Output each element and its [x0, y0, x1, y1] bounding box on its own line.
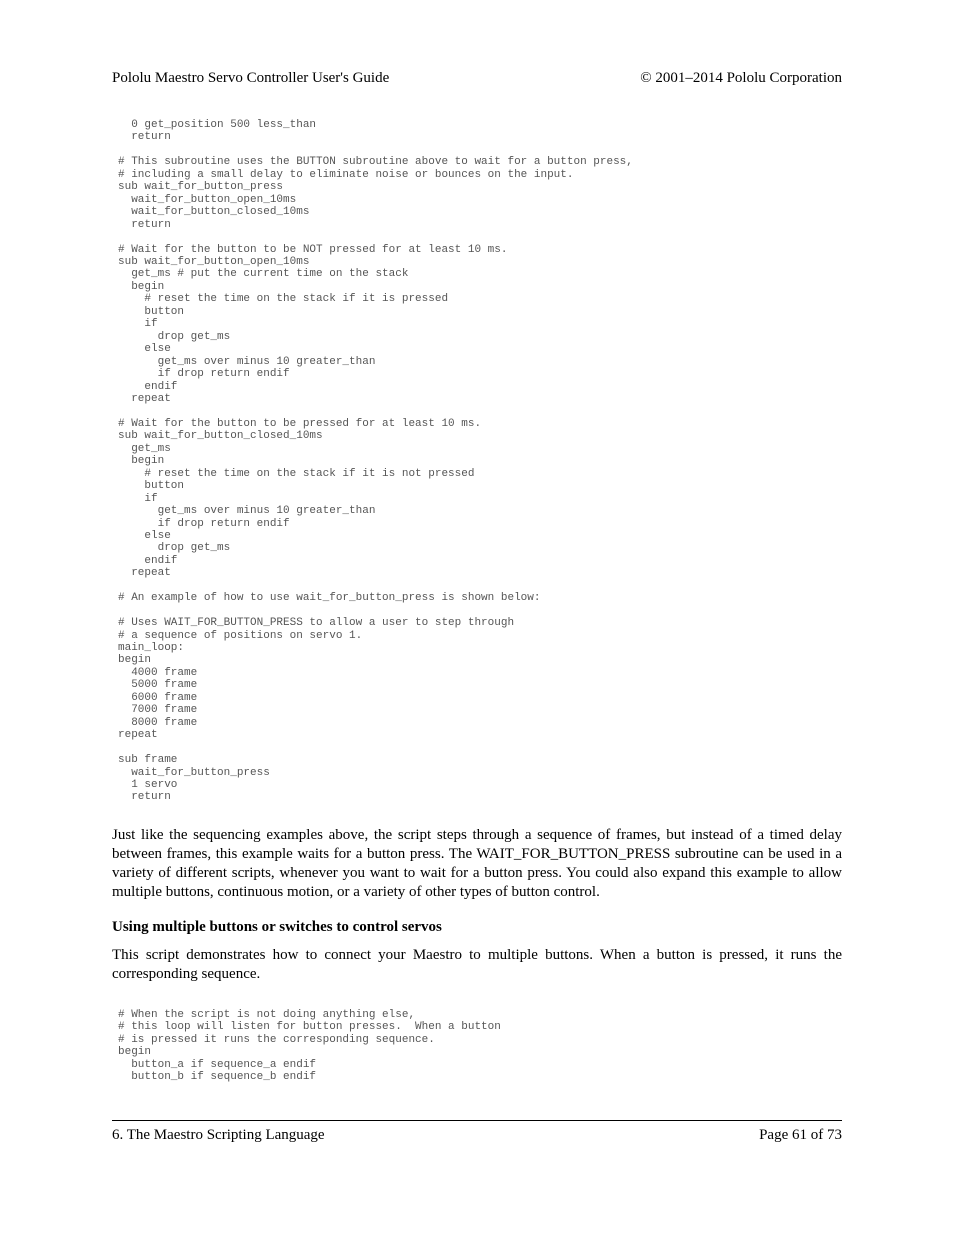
page-footer: [112, 1127, 842, 1147]
page-header: [112, 70, 842, 90]
document-title: Pololu Maestro Servo Controller User's Guide: [112, 70, 390, 86]
chapter-title: 6. The Maestro Scripting Language: [112, 1127, 325, 1143]
footer-divider: [112, 1120, 842, 1121]
code-block: 0 get_position 500 less_than return # This subroutine uses the BUTTON subroutine above to wait for a button press, # including a small delay to eliminate noise or bounces on the input. sub wait_for_button_press wait_for_button_open_10ms wait_for_button_closed_10ms return # Wait for the button to be NOT pressed for at least 10 ms. sub wait_for_button_open_10ms get_ms # put the current time on the stack begin # reset the time on the stack if it is pressed button if drop get_ms else get_ms over minus 10 greater_than if drop return endif endif repeat # Wait for the button to be pressed for at least 10 ms. sub wait_for_button_closed_10ms get_ms begin # reset the time on the stack if it is not pressed button if get_ms over minus 10 greater_than if drop return endif else drop get_ms endif repeat # An example of how to use wait_for_button_press is shown below: # Uses WAIT_FOR_BUTTON_PRESS to allow a user to step through # a sequence of positions on servo 1. main_loop: begin 4000 frame 5000 frame 6000 frame 7000 frame 8000 frame repeat sub frame wait_for_button_press 1 servo return: [118, 119, 633, 804]
section-heading: Using multiple buttons or switches to control servos: [112, 919, 442, 935]
body-paragraph: Just like the sequencing examples above, the script steps through a sequence of frames, but instead of a timed delay between frames, this example waits for a button press. The WAIT_FOR_BUTTON_PRESS subroutine can be used in a variety of different scripts, whenever you want to wait for a button press. You could also expand this example to allow multiple buttons, continuous motion, or a variety of other types of button control.: [112, 827, 842, 900]
page-number: Page 61 of 73: [759, 1127, 842, 1143]
code-block: # When the script is not doing anything else, # this loop will listen for button presses. When a button # is pressed it runs the corresponding sequence. begin button_a if sequence_a endif button_b if sequence_b endif: [118, 1009, 501, 1084]
copyright-notice: © 2001–2014 Pololu Corporation: [640, 70, 842, 86]
body-paragraph: This script demonstrates how to connect your Maestro to multiple buttons. When a button is pressed, it runs the corresponding sequence.: [112, 947, 842, 982]
